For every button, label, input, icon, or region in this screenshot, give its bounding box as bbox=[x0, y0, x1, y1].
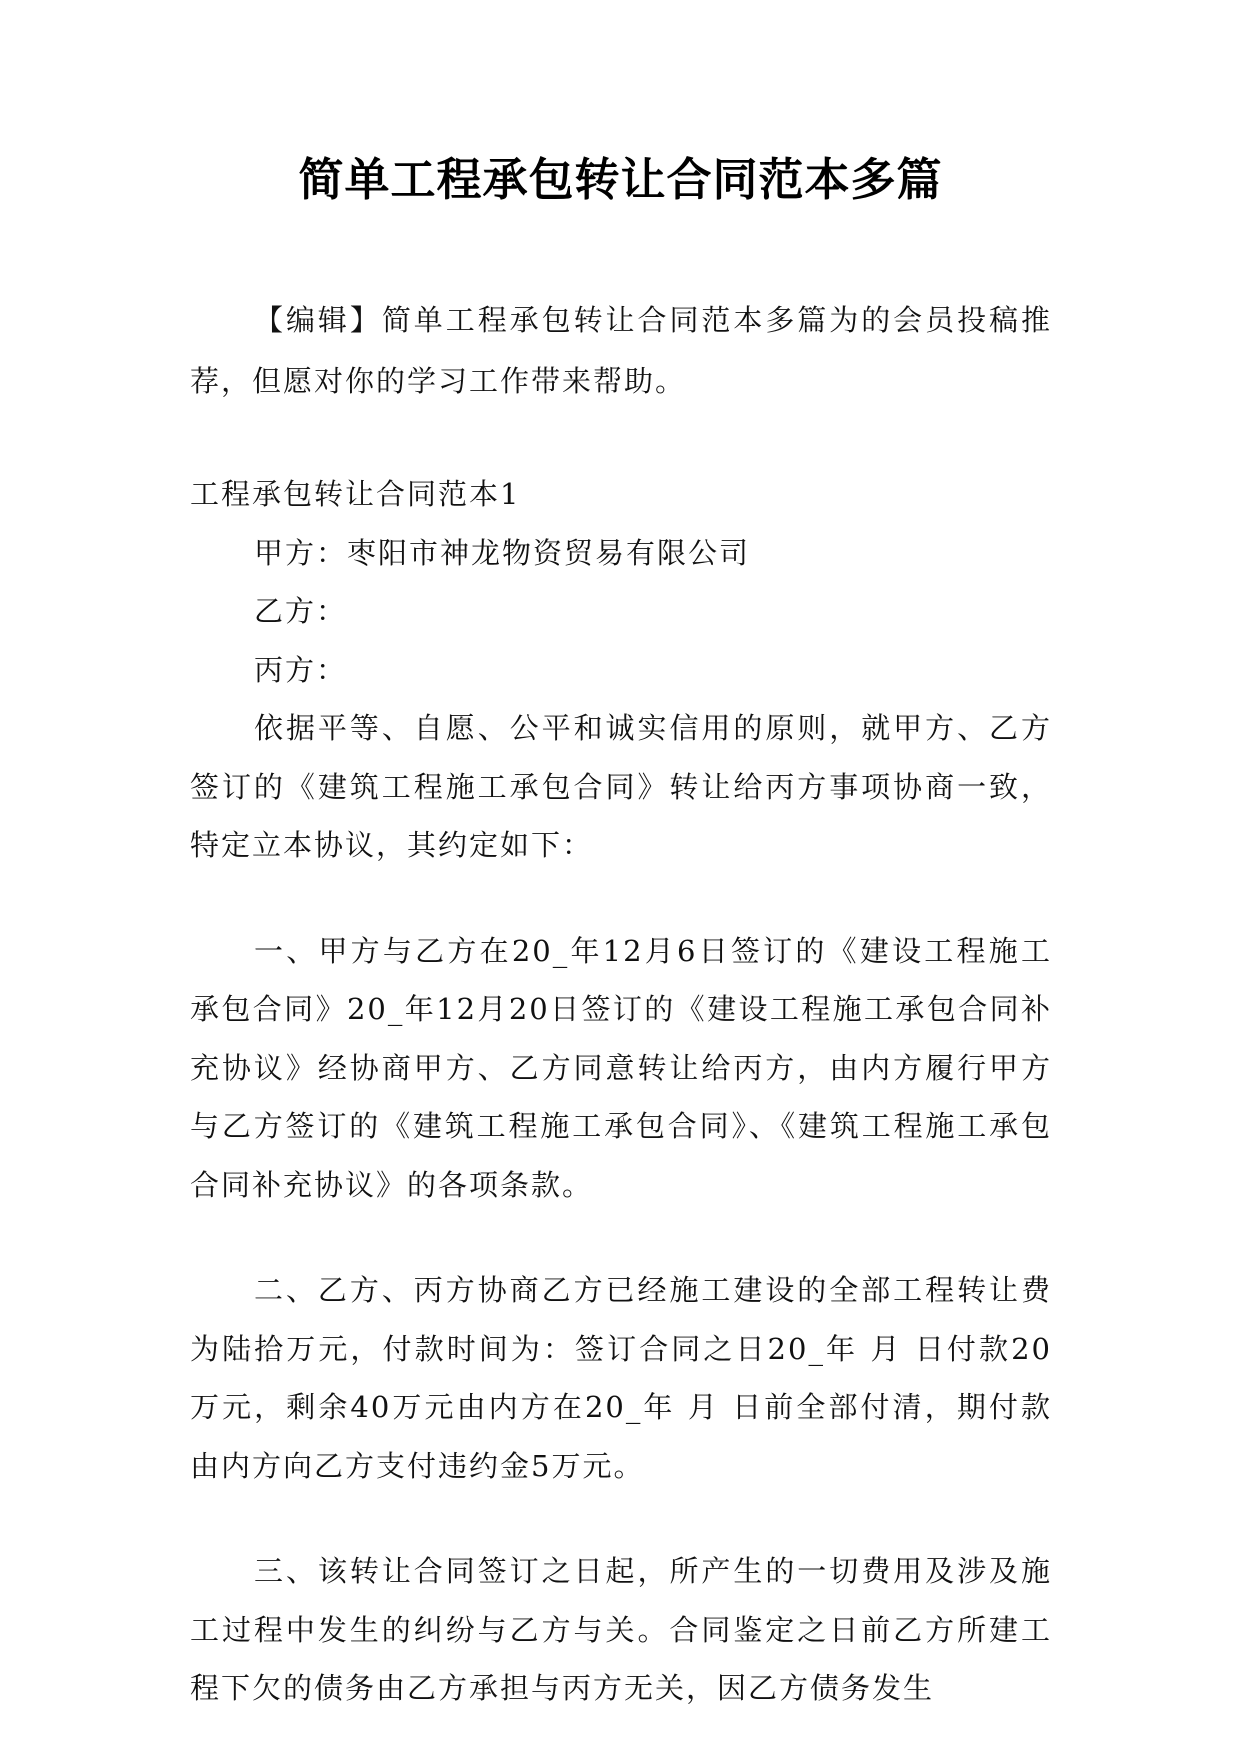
document-title: 简单工程承包转让合同范本多篇 bbox=[298, 153, 943, 206]
party-c-line: 丙方： bbox=[254, 652, 348, 687]
party-a-line: 甲方：枣阳市神龙物资贸易有限公司 bbox=[254, 535, 751, 570]
clause-3-paragraph: 三、该转让合同签订之日起，所产生的一切费用及涉及施工过程中发生的纠纷与乙方与关。合同鉴定之日前乙方所建工程下欠的债务由乙方承担与丙方无关，因乙方债务发生 bbox=[190, 1554, 1052, 1705]
contract-body bbox=[190, 465, 1052, 1718]
intro-block bbox=[190, 290, 1052, 412]
party-b-line: 乙方： bbox=[254, 594, 348, 628]
section-heading: 工程承包转让合同范本1 bbox=[190, 477, 521, 511]
clause-2-paragraph: 二、乙方、丙方协商乙方已经施工建设的全部工程转让费为陆拾万元，付款时间为：签订合同之日20_年 月 日付款20万元，剩余40万元由内方在20_年 月 日前全部付清，期付款由内方向乙方支付违约金5万元。 bbox=[190, 1273, 1052, 1483]
preamble-paragraph: 依据平等、自愿、公平和诚实信用的原则，就甲方、乙方签订的《建筑工程施工承包合同》转让给丙方事项协商一致，特定立本协议，其约定如下： bbox=[190, 711, 1052, 862]
intro-paragraph: 【编辑】简单工程承包转让合同范本多篇为的会员投稿推荐，但愿对你的学习工作带来帮助。 bbox=[190, 303, 1052, 398]
clause-1-paragraph: 一、甲方与乙方在20_年12月6日签订的《建设工程施工承包合同》20_年12月20日签订的《建设工程施工承包合同补充协议》经协商甲方、乙方同意转让给丙方，由内方履行甲方与乙方签订的《建筑工程施工承包合同》、《建筑工程施工承包合同补充协议》的各项条款。 bbox=[190, 933, 1052, 1202]
